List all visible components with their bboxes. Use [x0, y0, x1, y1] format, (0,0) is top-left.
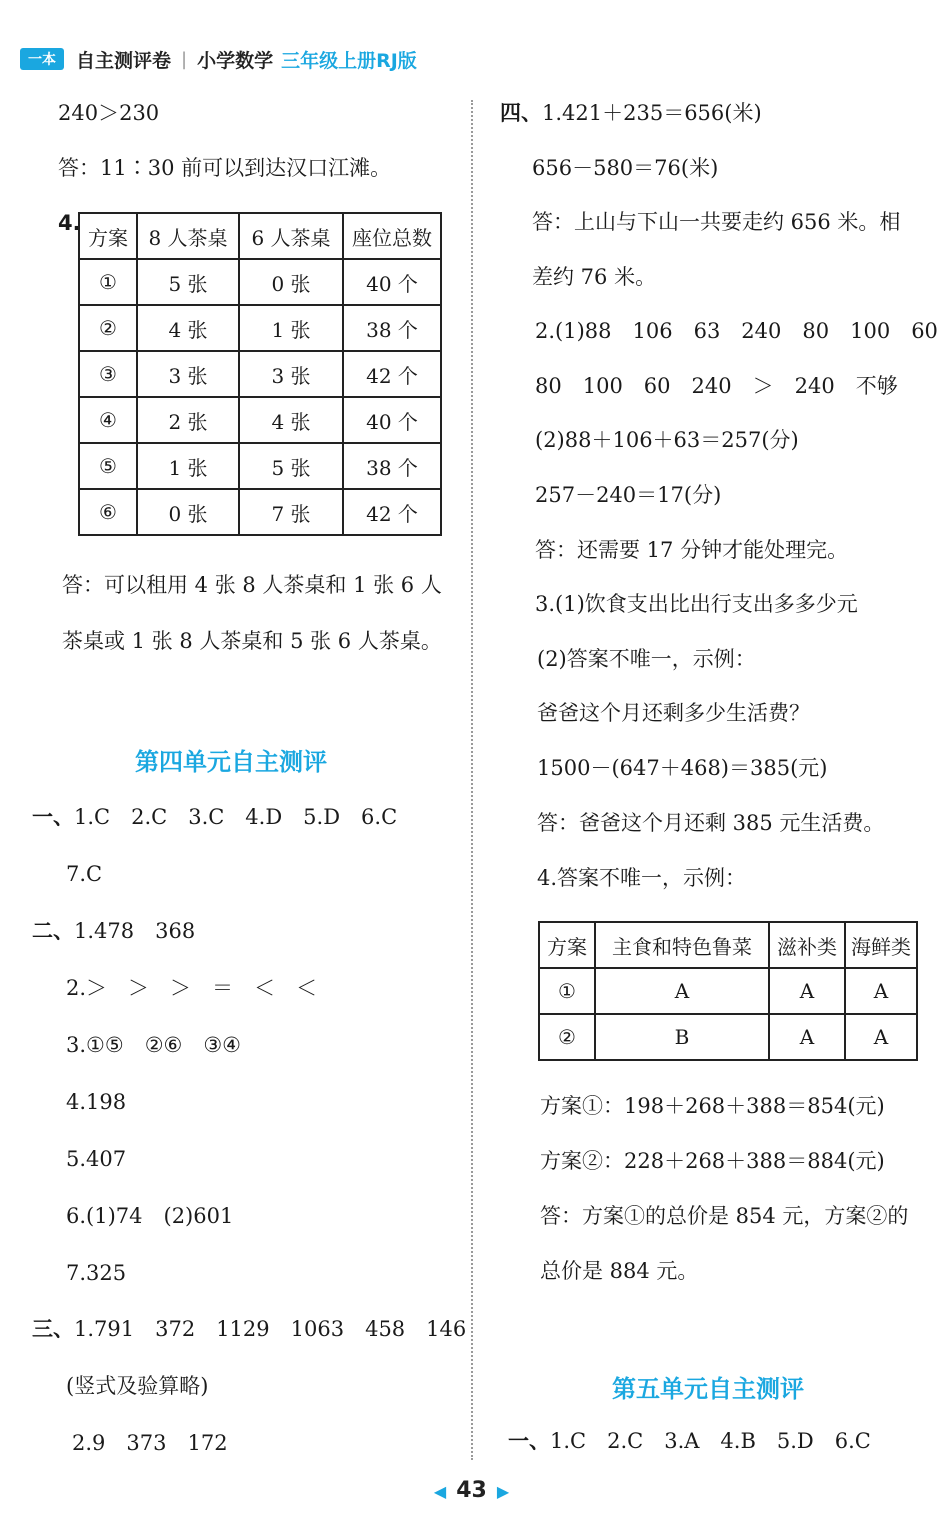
table-cell: 7 张 — [239, 489, 343, 535]
answer-line: 2.(1)88 106 63 240 80 100 60 — [535, 319, 938, 343]
table-header-row — [539, 922, 917, 968]
table-cell: ④ — [79, 397, 137, 443]
table-row — [539, 1014, 917, 1060]
answer-line: 2.＞ ＞ ＞ ＝ ＜ ＜ — [66, 976, 318, 1000]
section-title: 第四单元自主测评 — [135, 748, 327, 776]
answer-line — [32, 802, 397, 832]
table-header-cell: 海鲜类 — [845, 922, 917, 968]
table-header-cell: 6 人茶桌 — [239, 213, 343, 259]
answer-line: 4.答案不唯一，示例： — [537, 866, 747, 890]
table-cell: 1 张 — [137, 443, 239, 489]
part-prefix: 一、 — [32, 805, 74, 829]
answer-line: 4.198 — [66, 1090, 127, 1114]
part-prefix: 三、 — [32, 1317, 74, 1341]
table-row — [79, 305, 441, 351]
answer-line: 爸爸这个月还剩多少生活费？ — [537, 701, 810, 725]
table-cell: 40 个 — [343, 397, 441, 443]
table-row — [539, 968, 917, 1014]
table-cell: A — [769, 1014, 845, 1060]
answer-line: 7.325 — [66, 1261, 127, 1285]
table-cell: ① — [539, 968, 595, 1014]
answer-line: 答：可以租用 4 张 8 人茶桌和 1 张 6 人 — [62, 573, 442, 597]
answer-line: 7.C — [66, 862, 103, 886]
table-header-cell: 方案 — [539, 922, 595, 968]
answer-line: 方案②：228＋268＋388＝884(元) — [540, 1149, 885, 1173]
table-cell: A — [845, 1014, 917, 1060]
answer-line — [500, 98, 762, 128]
brand-logo: 一本 — [20, 48, 64, 70]
table-cell: ⑤ — [79, 443, 137, 489]
table-cell: 1 张 — [239, 305, 343, 351]
answer-line: 答：还需要 17 分钟才能处理完。 — [535, 538, 849, 562]
table-cell: ③ — [79, 351, 137, 397]
answer-line — [32, 916, 195, 946]
table-header-row — [79, 213, 441, 259]
answer-line: 答：爸爸这个月还剩 385 元生活费。 — [537, 811, 885, 835]
page-header — [20, 44, 417, 74]
table-row — [79, 397, 441, 443]
seating-plan-table — [78, 212, 442, 536]
table-cell: 3 张 — [239, 351, 343, 397]
answer-line — [508, 1426, 871, 1456]
answer-line: 答：上山与下山一共要走约 656 米。相 — [532, 210, 901, 234]
table-cell: 2 张 — [137, 397, 239, 443]
answer-line: 656－580＝76(米) — [532, 156, 719, 180]
answer-line: 2.9 373 172 — [72, 1431, 228, 1455]
answer-line: 6.(1)74 (2)601 — [66, 1204, 234, 1228]
answer-line: 257－240＝17(分) — [535, 483, 722, 507]
table-row — [79, 259, 441, 305]
answer-text: 1.478 368 — [74, 919, 196, 943]
table-cell: A — [845, 968, 917, 1014]
answer-line: 答：方案①的总价是 854 元，方案②的 — [540, 1204, 909, 1228]
table-header-cell: 座位总数 — [343, 213, 441, 259]
part-prefix: 二、 — [32, 919, 74, 943]
table-header-cell: 主食和特色鲁菜 — [595, 922, 769, 968]
table-row — [79, 443, 441, 489]
table-cell: 38 个 — [343, 305, 441, 351]
answer-text: 1.C 2.C 3.C 4.D 5.D 6.C — [74, 805, 398, 829]
answer-line — [32, 1314, 466, 1344]
page-number: 43 — [456, 1478, 487, 1503]
table-cell: A — [769, 968, 845, 1014]
book-title: 自主测评卷 — [76, 49, 172, 72]
table-cell: 3 张 — [137, 351, 239, 397]
answer-line: 5.407 — [66, 1147, 127, 1171]
question-number: 4. — [58, 211, 81, 235]
table-header-cell: 滋补类 — [769, 922, 845, 968]
answer-text: 1.421＋235＝656(米) — [542, 101, 762, 125]
answer-line: 3.①⑤ ②⑥ ③④ — [66, 1033, 241, 1057]
page-footer — [0, 1478, 943, 1503]
section-title: 第五单元自主测评 — [612, 1375, 804, 1403]
table-cell: 5 张 — [137, 259, 239, 305]
part-prefix: 四、 — [500, 101, 542, 125]
answer-line: 1500－(647＋468)＝385(元) — [537, 756, 828, 780]
table-cell: 38 个 — [343, 443, 441, 489]
table-header-cell: 8 人茶桌 — [137, 213, 239, 259]
table-cell: ⑥ — [79, 489, 137, 535]
table-cell: 0 张 — [137, 489, 239, 535]
table-cell: 42 个 — [343, 489, 441, 535]
subject-label: 小学数学 — [197, 49, 274, 72]
table-cell: ② — [79, 305, 137, 351]
table-cell: 0 张 — [239, 259, 343, 305]
answer-line: 80 100 60 240 ＞ 240 不够 — [535, 374, 898, 398]
table-cell: ① — [79, 259, 137, 305]
part-prefix: 一、 — [508, 1429, 550, 1453]
table-cell: ② — [539, 1014, 595, 1060]
answer-text: 1.C 2.C 3.A 4.B 5.D 6.C — [550, 1429, 871, 1453]
answer-line: (竖式及验算略) — [66, 1374, 209, 1398]
table-cell: 5 张 — [239, 443, 343, 489]
prev-arrow-icon: ◀ — [433, 1482, 447, 1501]
table-header-cell: 方案 — [79, 213, 137, 259]
table-cell: A — [595, 968, 769, 1014]
table-row — [79, 351, 441, 397]
table-cell: 40 个 — [343, 259, 441, 305]
answer-line: 茶桌或 1 张 8 人茶桌和 5 张 6 人茶桌。 — [62, 629, 442, 653]
column-divider — [471, 100, 473, 1460]
table-row — [79, 489, 441, 535]
answer-line: 240＞230 — [58, 101, 160, 125]
answer-text: 1.791 372 1129 1063 458 146 — [74, 1317, 467, 1341]
header-separator: | — [181, 48, 188, 70]
answer-line: 3.(1)饮食支出比出行支出多多少元 — [535, 592, 858, 616]
table-cell: B — [595, 1014, 769, 1060]
answer-line: 答：11∶30 前可以到达汉口江滩。 — [58, 156, 392, 180]
answer-line: (2)88＋106＋63＝257(分) — [535, 428, 799, 452]
table-cell: 42 个 — [343, 351, 441, 397]
answer-line: 方案①：198＋268＋388＝854(元) — [540, 1094, 885, 1118]
menu-plan-table — [538, 921, 918, 1061]
next-arrow-icon: ▶ — [496, 1482, 510, 1501]
answer-line: 差约 76 米。 — [532, 265, 657, 289]
table-cell: 4 张 — [239, 397, 343, 443]
answer-line: 总价是 884 元。 — [540, 1259, 699, 1283]
answer-line: (2)答案不唯一，示例： — [537, 647, 756, 671]
grade-label: 三年级上册RJ版 — [281, 49, 417, 72]
table-cell: 4 张 — [137, 305, 239, 351]
